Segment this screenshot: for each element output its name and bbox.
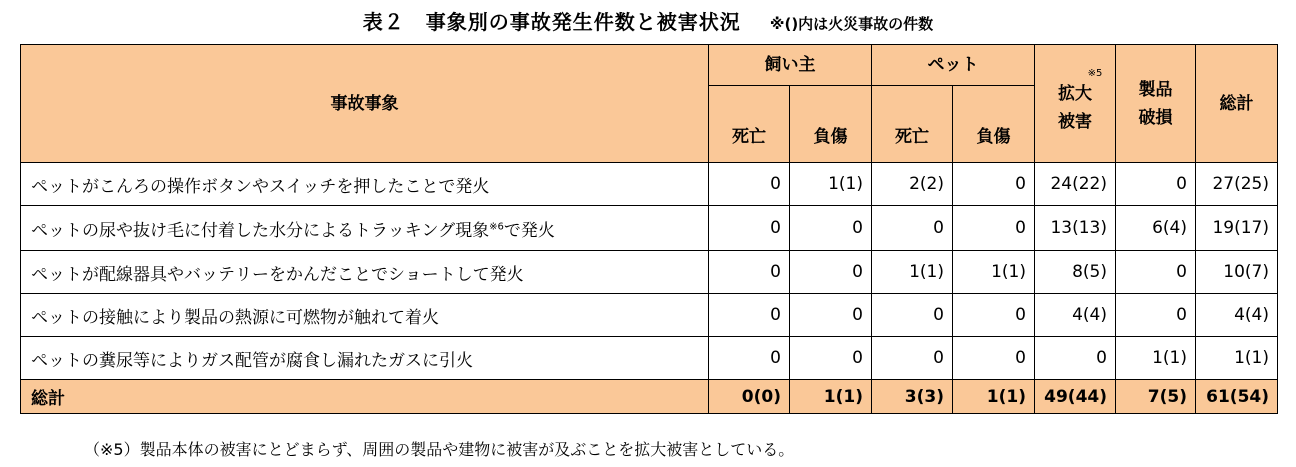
pet-death-cell: 1(1) (872, 251, 953, 294)
total-row (21, 380, 1278, 414)
table-title-main: 表２ 事象別の事故発生件数と被害状況 (362, 10, 741, 34)
header-pet: ペット (872, 45, 1035, 86)
event-cell: ペットの糞尿等によりガス配管が腐食し漏れたガスに引火 (21, 337, 709, 380)
expanded-cell: 4(4) (1035, 294, 1116, 337)
footnote-ref: ※6 (489, 220, 504, 232)
owner-injury-cell: 1(1) (790, 163, 872, 206)
accident-table (20, 44, 1278, 414)
total-cell: 4(4) (1196, 294, 1278, 337)
event-cell: ペットがこんろの操作ボタンやスイッチを押したことで発火 (21, 163, 709, 206)
total-cell: 27(25) (1196, 163, 1278, 206)
expanded-cell: 24(22) (1035, 163, 1116, 206)
pet-death-cell: 2(2) (872, 163, 953, 206)
header-event: 事故事象 (21, 45, 709, 163)
event-cell: ペットが配線器具やバッテリーをかんだことでショートして発火 (21, 251, 709, 294)
grand-total: 61(54) (1196, 380, 1278, 414)
owner-injury-cell: 0 (790, 206, 872, 251)
total-cell: 1(1) (1196, 337, 1278, 380)
header-expanded-note: ※5 (1087, 67, 1103, 79)
owner-death-cell: 0 (709, 251, 790, 294)
header-product-damage: 製品 破損 (1116, 45, 1196, 163)
owner-death-cell: 0 (709, 206, 790, 251)
pet-death-cell: 0 (872, 294, 953, 337)
expanded-cell: 8(5) (1035, 251, 1116, 294)
expanded-cell: 13(13) (1035, 206, 1116, 251)
table-row (21, 294, 1278, 337)
owner-death-cell: 0 (709, 337, 790, 380)
product-cell: 6(4) (1116, 206, 1196, 251)
pet-death-cell: 0 (872, 337, 953, 380)
header-total: 総計 (1196, 45, 1278, 163)
product-total: 7(5) (1116, 380, 1196, 414)
owner-death-cell: 0 (709, 163, 790, 206)
product-cell: 0 (1116, 163, 1196, 206)
product-cell: 0 (1116, 251, 1196, 294)
pet-injury-cell: 1(1) (953, 251, 1035, 294)
product-cell: 1(1) (1116, 337, 1196, 380)
pet-injury-cell: 0 (953, 337, 1035, 380)
total-cell: 19(17) (1196, 206, 1278, 251)
table-row (21, 251, 1278, 294)
table-title-note: ※()内は火災事故の件数 (769, 15, 934, 33)
pet-injury-cell: 0 (953, 163, 1035, 206)
header-owner-death: 死亡 (709, 86, 790, 163)
owner-death-cell: 0 (709, 294, 790, 337)
pet-injury-total: 1(1) (953, 380, 1035, 414)
header-pet-injury: 負傷 (953, 86, 1035, 163)
header-owner: 飼い主 (709, 45, 872, 86)
total-label: 総計 (21, 380, 709, 414)
header-pet-death: 死亡 (872, 86, 953, 163)
table-row (21, 337, 1278, 380)
header-expanded-damage: ※5 拡大 被害 (1035, 45, 1116, 163)
owner-injury-cell: 0 (790, 294, 872, 337)
owner-injury-cell: 0 (790, 337, 872, 380)
header-owner-injury: 負傷 (790, 86, 872, 163)
owner-injury-cell: 0 (790, 251, 872, 294)
expanded-total: 49(44) (1035, 380, 1116, 414)
pet-death-cell: 0 (872, 206, 953, 251)
expanded-cell: 0 (1035, 337, 1116, 380)
footnote: （※5）製品本体の被害にとどまらず、周囲の製品や建物に被害が及ぶことを拡大被害としている。 (84, 440, 795, 459)
event-cell: ペットの尿や抜け毛に付着した水分によるトラッキング現象$^{※6}$で発火 (21, 206, 709, 251)
pet-death-total: 3(3) (872, 380, 953, 414)
event-cell: ペットの接触により製品の熱源に可燃物が触れて着火 (21, 294, 709, 337)
product-cell: 0 (1116, 294, 1196, 337)
table-row (21, 163, 1278, 206)
pet-injury-cell: 0 (953, 206, 1035, 251)
table-title (0, 6, 1296, 35)
pet-injury-cell: 0 (953, 294, 1035, 337)
owner-injury-total: 1(1) (790, 380, 872, 414)
table-row (21, 206, 1278, 251)
total-cell: 10(7) (1196, 251, 1278, 294)
owner-death-total: 0(0) (709, 380, 790, 414)
